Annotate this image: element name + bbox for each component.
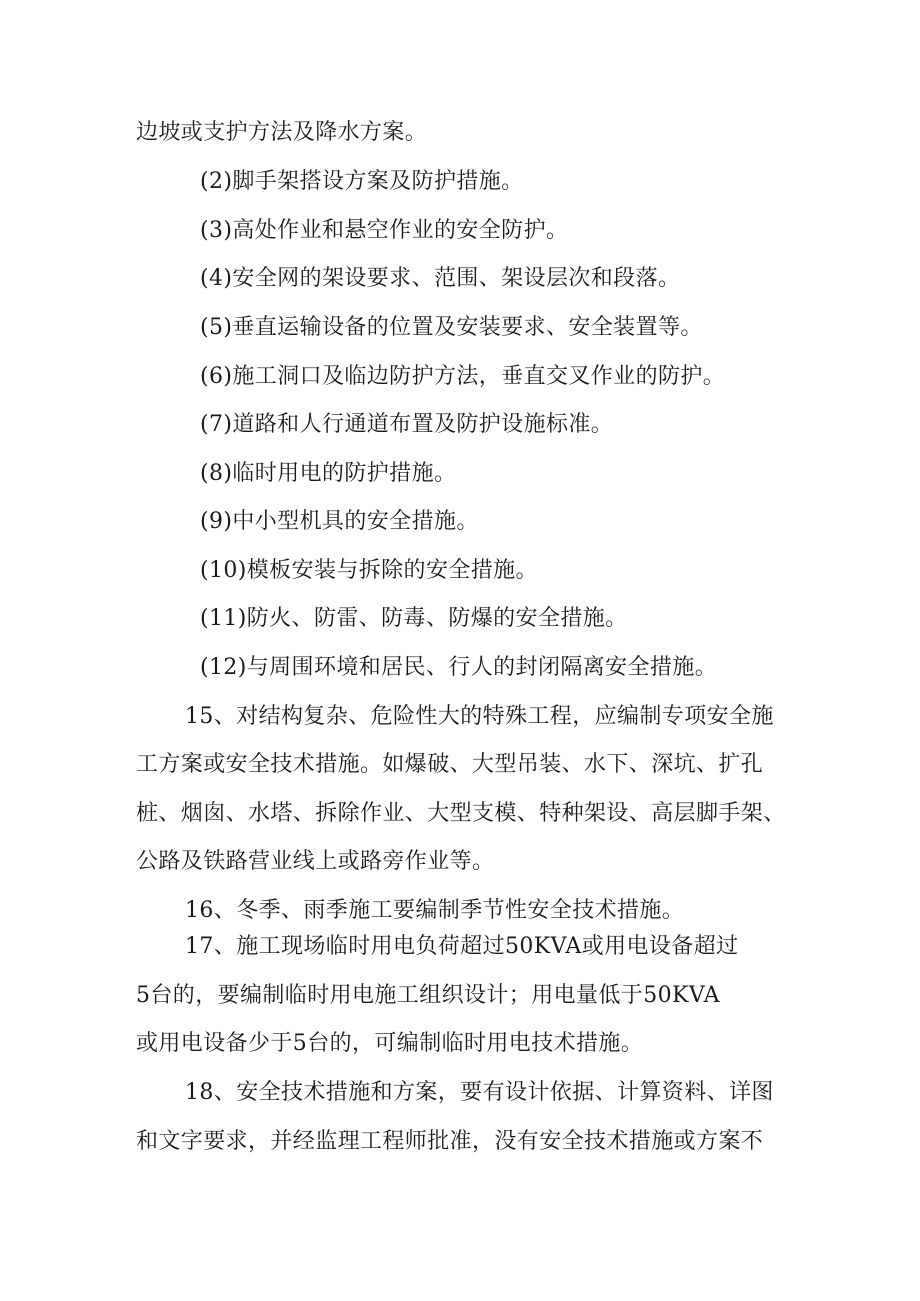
text-line: (7)道路和人行通道布置及防护设施标准。 (200, 412, 614, 437)
text-line: 5台的，要编制临时用电施工组织设计；用电量低于50KVA (136, 983, 720, 1008)
text-line: 工方案或安全技术措施。如爆破、大型吊装、水下、深坑、扩孔 (136, 752, 764, 777)
text-line: (6)施工洞口及临边防护方法，垂直交叉作业的防护。 (200, 364, 726, 389)
text-line: 16、冬季、雨季施工要编制季节性安全技术措施。 (185, 898, 685, 923)
text-line: 或用电设备少于5台的，可编制临时用电技术措施。 (136, 1031, 644, 1056)
text-line: (8)临时用电的防护措施。 (200, 461, 457, 486)
text-line: 和文字要求，并经监理工程师批准，没有安全技术措施或方案不 (136, 1129, 764, 1154)
text-line: (4)安全网的架设要求、范围、架设层次和段落。 (200, 266, 681, 291)
text-line: (5)垂直运输设备的位置及安装要求、安全装置等。 (200, 315, 703, 340)
text-line: 18、安全技术措施和方案，要有设计依据、计算资料、详图 (185, 1080, 774, 1105)
text-line: 桩、烟囱、水塔、拆除作业、大型支模、特种架设、高层脚手架、 (136, 801, 786, 826)
text-line: (9)中小型机具的安全措施。 (200, 509, 479, 534)
text-line: 公路及铁路营业线上或路旁作业等。 (136, 849, 495, 874)
text-line: 15、对结构复杂、危险性大的特殊工程，应编制专项安全施 (185, 704, 774, 729)
text-line: (10)模板安装与拆除的安全措施。 (200, 558, 538, 583)
text-line: 边坡或支护方法及降水方案。 (136, 120, 428, 145)
text-line: (2)脚手架搭设方案及防护措施。 (200, 169, 524, 194)
text-line: (11)防火、防雷、防毒、防爆的安全措施。 (200, 606, 628, 631)
text-line: (12)与周围环境和居民、行人的封闭隔离安全措施。 (200, 655, 718, 680)
text-line: (3)高处作业和悬空作业的安全防护。 (200, 218, 569, 243)
text-line: 17、施工现场临时用电负荷超过50KVA或用电设备超过 (185, 934, 739, 959)
